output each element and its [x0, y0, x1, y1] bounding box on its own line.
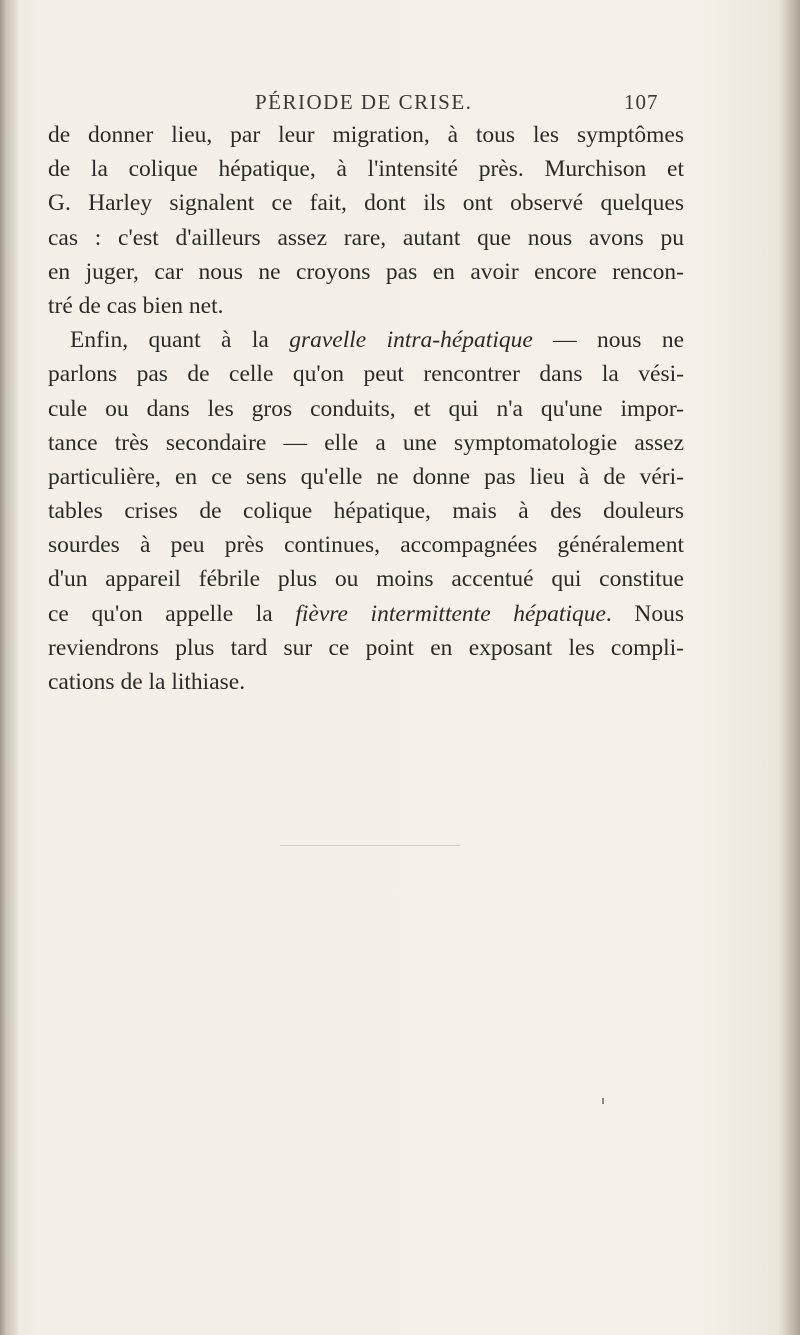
text-line	[48, 221, 684, 255]
text-line	[48, 289, 684, 323]
text-line	[48, 392, 684, 426]
text-run: G. Harley signalent ce fait, dont ils ont observé quelques	[48, 190, 684, 217]
text-line	[48, 528, 684, 562]
text-line	[48, 426, 684, 460]
text-run: de donner lieu, par leur migration, à tous les symptômes	[48, 122, 684, 148]
text-line	[48, 494, 684, 528]
text-run: cule ou dans les gros conduits, et qui n'a qu'une impor-	[48, 395, 684, 422]
text-run: tance très secondaire — elle a une symptomatologie assez	[48, 429, 684, 456]
text-run: tré de cas bien net.	[48, 292, 224, 319]
text-run: de la colique hépatique, à l'intensité près. Murchison et	[48, 156, 684, 183]
page-number: 107	[624, 90, 659, 114]
text-line	[48, 357, 684, 391]
text-run: parlons pas de celle qu'on peut rencontrer dans la vési-	[48, 361, 684, 388]
text-line	[48, 255, 684, 289]
text-line	[48, 631, 684, 665]
text-run: cas : c'est d'ailleurs assez rare, autant que nous avons pu	[48, 224, 684, 251]
body-text	[48, 118, 684, 699]
text-line	[48, 665, 684, 699]
text-line	[48, 323, 684, 357]
paper-speck	[602, 1098, 604, 1104]
text-line	[48, 562, 684, 596]
text-run: particulière, en ce sens qu'elle ne donne pas lieu à de véri-	[48, 463, 684, 490]
bleed-through-rule	[280, 845, 460, 846]
text-run: en juger, car nous ne croyons pas en avoir encore rencon-	[48, 258, 684, 285]
text-run: tables crises de colique hépatique, mais à des douleurs	[48, 498, 684, 525]
text-run: d'un appareil fébrile plus ou moins accentué qui constitue	[48, 566, 684, 593]
text-run: reviendrons plus tard sur ce point en exposant les compli-	[48, 634, 684, 661]
text-line	[48, 460, 684, 494]
text-run: — nous ne	[532, 327, 684, 354]
italic-term: gravelle intra-hépatique	[289, 327, 533, 354]
text-line	[48, 152, 684, 186]
running-title: PÉRIODE DE CRISE.	[255, 90, 473, 114]
text-line	[48, 186, 684, 220]
page-gutter-shadow	[0, 0, 18, 1335]
text-run: cations de la lithiase.	[48, 669, 246, 695]
italic-term: fièvre intermittente hépatique	[295, 600, 606, 627]
text-run: Enfin, quant à la	[70, 327, 290, 354]
text-line	[48, 118, 684, 152]
page-edge-shadow	[778, 0, 800, 1335]
text-line	[48, 597, 684, 631]
running-head	[0, 90, 800, 120]
text-run: ce qu'on appelle la	[48, 600, 296, 627]
text-run: sourdes à peu près continues, accompagnées généralement	[48, 532, 684, 559]
text-run: . Nous	[605, 600, 685, 627]
